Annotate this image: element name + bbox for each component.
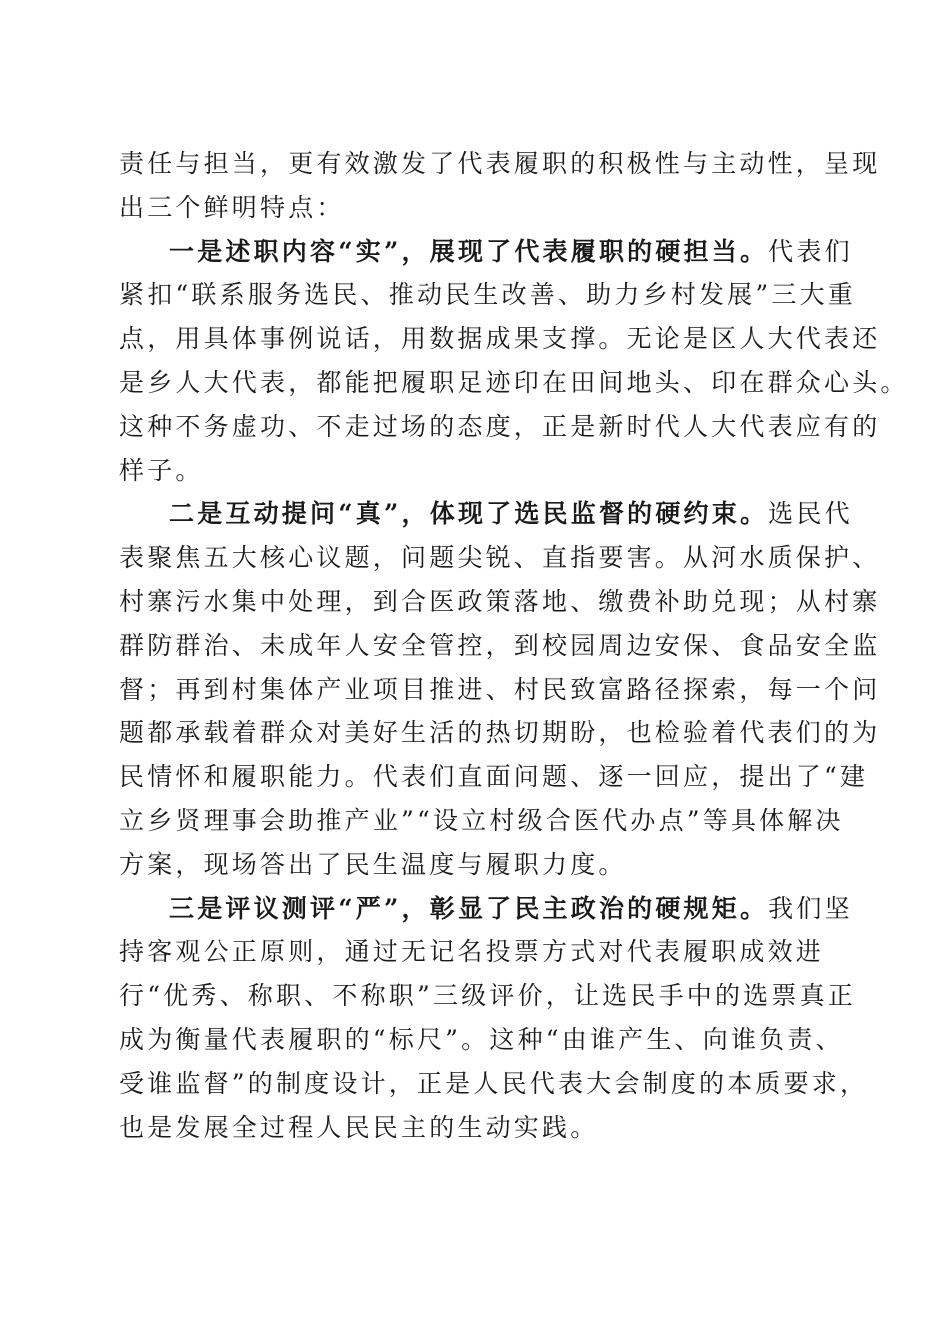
text-line [119,492,853,536]
text-line: 持客观公正原则，通过无记名投票方式对代表履职成效进 [119,937,825,967]
text-line: 表聚焦五大核心议题，问题尖锐、直指要害。从河水质保护、 [119,543,881,573]
text-line [119,230,853,274]
text-line: 题都承载着群众对美好生活的热切期盼，也检验着代表们的为 [119,718,881,748]
text-line: 成为衡量代表履职的“标尺”。这种“由谁产生、向谁负责、 [119,1024,844,1054]
document-body [119,142,909,1149]
text-span: 代表们 [768,236,853,266]
text-line: 立乡贤理事会助推产业”“设立村级合医代办点”等具体解决 [119,805,844,835]
text-line: 群防群治、未成年人安全管控，到校园周边安保、食品安全监 [119,630,881,660]
text-line: 点，用具体事例说话，用数据成果支撑。无论是区人大代表还 [119,324,881,354]
paragraph-point-three [119,887,869,1150]
text-line: 出三个鲜明特点： [119,192,345,222]
text-line: 样子。 [119,455,204,485]
text-line: 行“优秀、称职、不称职”三级评价，让选民手中的选票真正 [119,981,856,1011]
text-line [119,887,853,931]
text-line: 是乡人大代表，都能把履职足迹印在田间地头、印在群众心头。 [119,367,909,397]
text-line: 也是发展全过程人民民主的生动实践。 [119,1112,599,1142]
text-line: 受谁监督”的制度设计，正是人民代表大会制度的本质要求， [119,1068,869,1098]
point-heading: 三是评议测评“严”，彰显了民主政治的硬规矩。 [169,893,769,923]
text-line: 责任与担当，更有效激发了代表履职的积极性与主动性，呈现 [119,149,881,178]
text-line: 紧扣“联系服务选民、推动民生改善、助力乡村发展”三大重 [119,280,856,310]
paragraph-point-one [119,230,909,493]
text-line: 民情怀和履职能力。代表们直面问题、逐一回应，提出了“建 [119,762,869,792]
text-line: 这种不务虚功、不走过场的态度，正是新时代人大代表应有的 [119,411,881,441]
point-heading: 二是互动提问“真”，体现了选民监督的硬约束。 [169,499,769,529]
text-span: 我们坚 [768,893,853,923]
point-heading: 一是述职内容“实”，展现了代表履职的硬担当。 [169,236,769,266]
text-span: 选民代 [768,499,853,529]
text-line: 村寨污水集中处理，到合医政策落地、缴费补助兑现；从村寨 [119,586,881,616]
paragraph-intro [119,142,881,230]
text-line: 方案，现场答出了民生温度与履职力度。 [119,849,627,879]
text-line: 督；再到村集体产业项目推进、村民致富路径探索，每一个问 [119,674,881,704]
paragraph-point-two [119,492,881,886]
